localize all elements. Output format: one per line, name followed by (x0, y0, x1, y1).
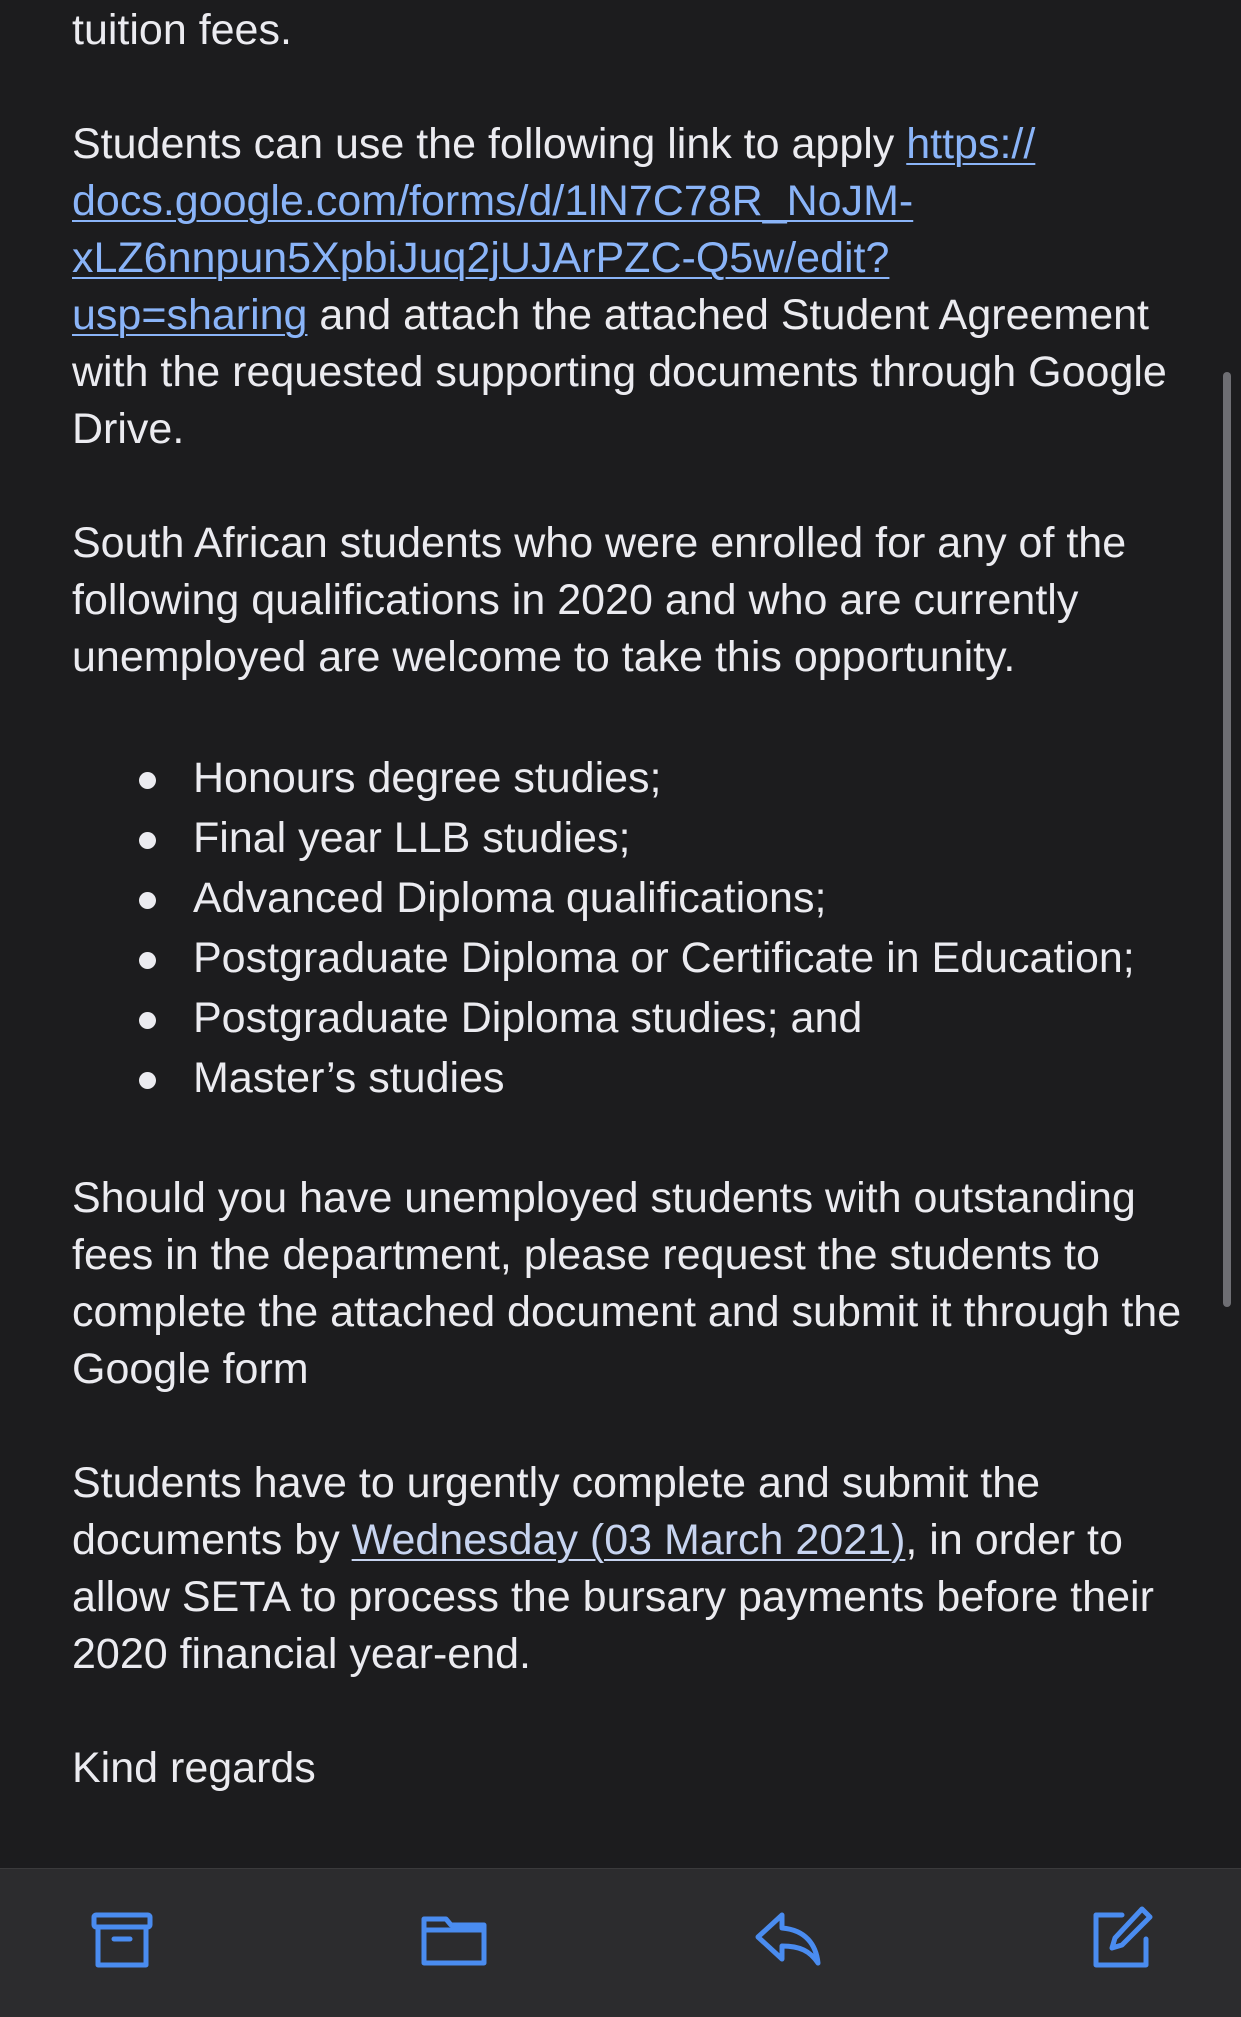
reply-icon (752, 1903, 824, 1975)
folder-icon (418, 1903, 490, 1975)
eligibility-paragraph: South African students who were enrolled for any of the following qualifications in 2020 and who are currently unemployed are welcome to take this opportunity. (72, 519, 1127, 681)
fragment-top: tuition fees. (72, 6, 292, 54)
deadline-text-before: Students have to urgently complete and submit the documents by (72, 1459, 1041, 1564)
deadline-text-after: , in order to allow SETA to process the bursary payments before their 2020 financial year-end. (72, 1516, 1154, 1678)
list-item: Postgraduate Diploma or Certificate in Education; (72, 928, 1182, 988)
list-item: Master’s studies (72, 1048, 1182, 1108)
email-body[interactable] (72, 0, 1182, 1868)
signoff-partial: Kind regards (72, 1744, 316, 1792)
move-to-folder-button[interactable] (414, 1899, 494, 1979)
bottom-toolbar (0, 1868, 1241, 2017)
scrollbar[interactable] (1223, 372, 1231, 1307)
deadline-paragraph (72, 1455, 1182, 1683)
list-item: Honours degree studies; (72, 748, 1182, 808)
apply-text-before: Students can use the following link to apply (72, 120, 907, 168)
outstanding-fees-paragraph: Should you have unemployed students with outstanding fees in the department, please request the students to complete the attached document and submit it through the Google form (72, 1174, 1182, 1393)
archive-button[interactable] (82, 1899, 162, 1979)
apply-text-after: and attach the attached Student Agreement with the requested supporting documents through Google Drive. (72, 291, 1167, 453)
list-item: Advanced Diploma qualifications; (72, 868, 1182, 928)
list-item: Final year LLB studies; (72, 808, 1182, 868)
list-item: Postgraduate Diploma studies; and (72, 988, 1182, 1048)
deadline-date-link[interactable]: Wednesday (03 March 2021) (351, 1516, 906, 1564)
archive-icon (86, 1903, 158, 1975)
qualifications-list (72, 748, 1182, 1108)
reply-button[interactable] (748, 1899, 828, 1979)
compose-icon (1084, 1903, 1156, 1975)
apply-paragraph (72, 116, 1182, 458)
compose-button[interactable] (1080, 1899, 1160, 1979)
application-form-link[interactable]: https:// docs.google.com/forms/d/1lN7C78R_NoJM- xLZ6nnpun5XpbiJuq2jUJArPZC-Q5w/edit? usp=sharing (72, 120, 1036, 339)
